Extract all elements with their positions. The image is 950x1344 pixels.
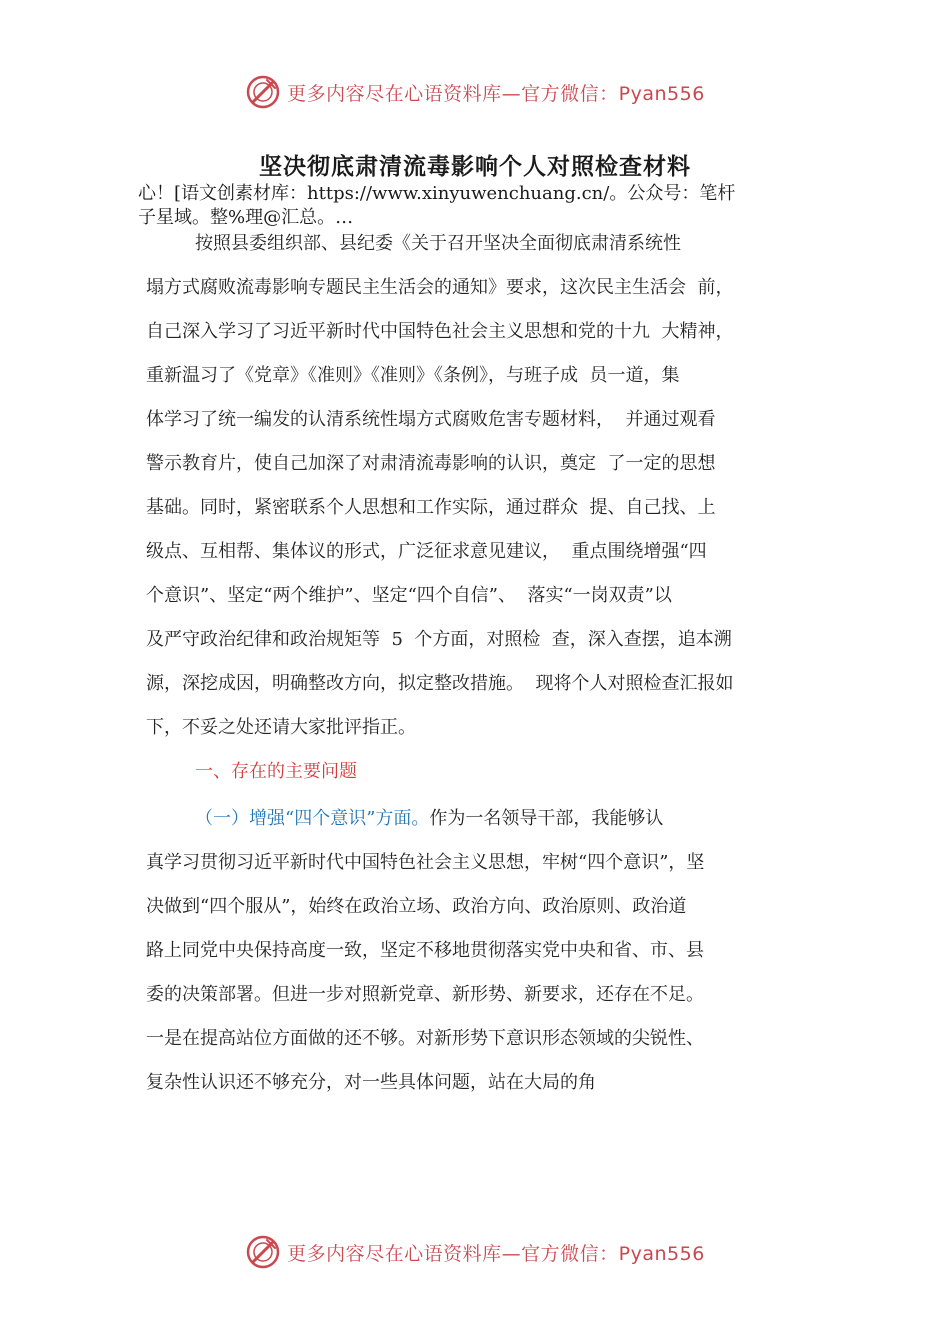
paragraph-2-line: 决做到“四个服从”，始终在政治立场、政治方向、政治原则、政治道: [146, 896, 687, 917]
paragraph-1-line: 源，深挖成因，明确整改方向，拟定整改措施。 现将个人对照检查汇报如: [146, 673, 734, 694]
source-note-line-2: 子星域。整%理@汇总。…: [138, 207, 354, 228]
paragraph-2-lead: 作为一名领导干部，我能够认: [429, 808, 664, 829]
paragraph-1-line: 级点、互相帮、集体议的形式，广泛征求意见建议， 重点围绕增强“四: [146, 541, 707, 562]
paragraph-2-line: 路上同党中央保持高度一致，坚定不移地贯彻落实党中央和省、市、县: [146, 940, 704, 961]
paragraph-2-line: 复杂性认识还不够充分，对一些具体问题，站在大局的角: [146, 1072, 596, 1093]
paragraph-2-line: 一是在提高站位方面做的还不够。对新形势下意识形态领域的尖锐性、: [146, 1028, 704, 1049]
source-note: [138, 182, 838, 230]
paragraph-1-line: 塌方式腐败流毒影响专题民主生活会的通知》要求，这次民主生活会 前，: [146, 277, 734, 298]
footer-banner: [0, 1232, 950, 1272]
banner-text: 更多内容尽在心语资料库—官方微信：Pyan556: [287, 82, 705, 105]
paragraph-1-line: 体学习了统一编发的认清系统性塌方式腐败危害专题材料， 并通过观看: [146, 409, 716, 430]
paragraph-2-first-line: [195, 806, 663, 832]
paragraph-1-line: 下，不妥之处还请大家批评指正。: [146, 717, 416, 738]
seal-logo-icon: [245, 74, 281, 110]
paragraph-1-line: 警示教育片，使自己加深了对肃清流毒影响的认识，奠定 了一定的思想: [146, 453, 716, 474]
header-banner: [0, 72, 950, 112]
paragraph-1-line: 基础。同时，紧密联系个人思想和工作实际，通过群众 提、自己找、上: [146, 497, 716, 518]
source-note-line-1: 心！[语文创素材库：https://www.xinyuwenchuang.cn/。公众号：笔杆: [138, 183, 736, 204]
paragraph-1-line: 自己深入学习了习近平新时代中国特色社会主义思想和党的十九 大精神，: [146, 321, 734, 342]
paragraph-2-line: 委的决策部署。但进一步对照新党章、新形势、新要求，还存在不足。: [146, 984, 704, 1005]
section-heading: 一、存在的主要问题: [195, 761, 357, 782]
paragraph-1-line: 重新温习了《党章》《准则》《准则》《条例》，与班子成 员一道，集: [146, 365, 680, 386]
seal-logo-icon: [245, 1234, 281, 1270]
paragraph-2-line: 真学习贯彻习近平新时代中国特色社会主义思想，牢树“四个意识”，坚: [146, 852, 705, 873]
paragraph-1-line: 个意识”、坚定“两个维护”、坚定“四个自信”、 落实“一岗双责”以: [146, 585, 672, 606]
paragraph-1-line: 按照县委组织部、县纪委《关于召开坚决全面彻底肃清系统性: [195, 233, 681, 254]
document-title: 坚决彻底肃清流毒影响个人对照检查材料: [259, 153, 691, 180]
paragraph-1-line: 及严守政治纪律和政治规矩等 5 个方面，对照检 查，深入查摆，追本溯: [146, 629, 732, 650]
subheading: （一）增强“四个意识”方面。: [195, 808, 430, 829]
banner-text: 更多内容尽在心语资料库—官方微信：Pyan556: [287, 1242, 705, 1265]
